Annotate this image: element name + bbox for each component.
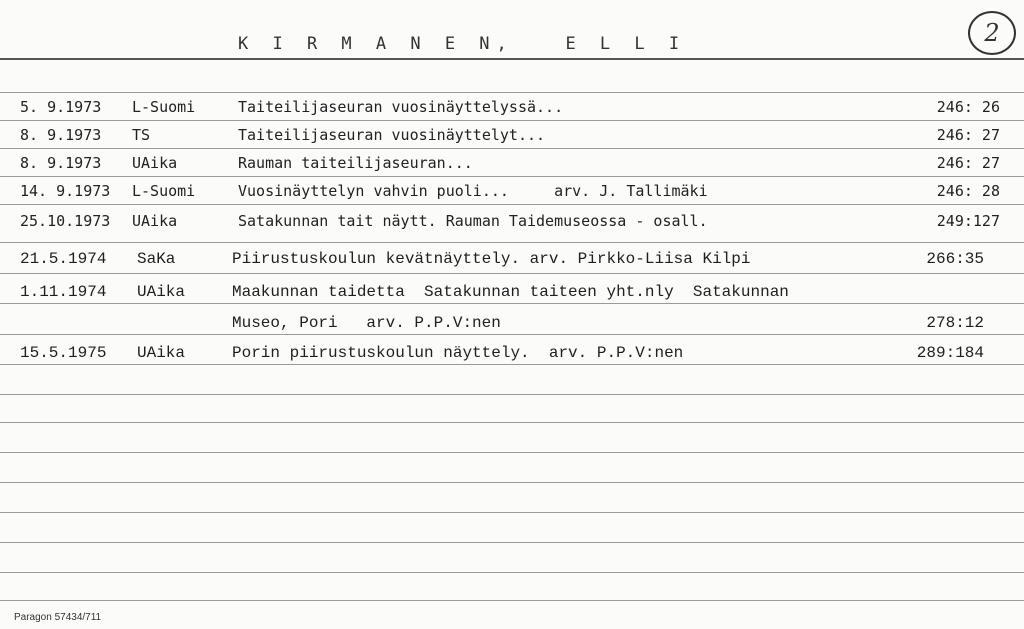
entry-source: UAika — [137, 283, 186, 301]
card-footer: Paragon 57434/711 — [14, 612, 102, 623]
ruled-line — [0, 394, 1024, 395]
entry-ref: 266:35 — [926, 250, 984, 268]
ruled-line — [0, 204, 1024, 205]
ruled-line — [0, 452, 1024, 453]
entry-ref: 246: 27 — [936, 126, 1000, 144]
ruled-line — [0, 334, 1024, 335]
entry-date: 8. 9.1973 — [20, 154, 102, 172]
ruled-line — [0, 148, 1024, 149]
entry-date: 5. 9.1973 — [20, 98, 102, 116]
entry-date: 21.5.1974 — [20, 250, 107, 268]
entry-ref: 249:127 — [936, 212, 1000, 230]
ruled-line — [0, 92, 1024, 93]
entry-source: L-Suomi — [132, 98, 196, 116]
ruled-line — [0, 273, 1024, 274]
entry-ref: 289:184 — [916, 344, 984, 362]
ruled-line — [0, 242, 1024, 243]
entry-text: Museo, Pori arv. P.P.V:nen — [232, 314, 501, 332]
ruled-line — [0, 512, 1024, 513]
entry-text: Vuosinäyttelyn vahvin puoli... arv. J. Tallimäki — [238, 182, 708, 200]
ruled-line — [0, 600, 1024, 601]
entry-date: 15.5.1975 — [20, 344, 107, 362]
entry-text: Porin piirustuskoulun näyttely. arv. P.P.V:nen — [232, 344, 684, 362]
ruled-line — [0, 120, 1024, 121]
entry-date: 14. 9.1973 — [20, 182, 111, 200]
entry-text: Taiteilijaseuran vuosinäyttelyssä... — [238, 98, 564, 116]
entry-ref: 278:12 — [926, 314, 984, 332]
entry-ref: 246: 26 — [936, 98, 1000, 116]
ruled-line — [0, 422, 1024, 423]
entry-date: 8. 9.1973 — [20, 126, 102, 144]
ruled-line — [0, 482, 1024, 483]
entry-ref: 246: 28 — [936, 182, 1000, 200]
ruled-line — [0, 542, 1024, 543]
entry-text: Taiteilijaseuran vuosinäyttelyt... — [238, 126, 546, 144]
ruled-line — [0, 303, 1024, 304]
entry-source: L-Suomi — [132, 182, 196, 200]
entry-source: UAika — [137, 344, 186, 362]
ruled-line — [0, 176, 1024, 177]
card-title: K I R M A N E N, E L L I — [238, 34, 687, 54]
entry-source: SaKa — [137, 250, 176, 268]
card-number: 2 — [984, 19, 1000, 47]
entry-text: Rauman taiteilijaseuran... — [238, 154, 473, 172]
entry-text: Satakunnan tait näytt. Rauman Taidemuseossa - osall. — [238, 212, 708, 230]
entry-text: Piirustuskoulun kevätnäyttely. arv. Pirkko-Liisa Kilpi — [232, 250, 751, 268]
header-rule — [0, 58, 1024, 60]
entry-date: 1.11.1974 — [20, 283, 107, 301]
ruled-line — [0, 364, 1024, 365]
entry-source: UAika — [132, 154, 178, 172]
entry-source: TS — [132, 126, 151, 144]
entry-text: Maakunnan taidetta Satakunnan taiteen yht.nly Satakunnan — [232, 283, 789, 301]
entry-source: UAika — [132, 212, 178, 230]
entry-date: 25.10.1973 — [20, 212, 111, 230]
ruled-line — [0, 572, 1024, 573]
entry-ref: 246: 27 — [936, 154, 1000, 172]
card-number-circle — [968, 11, 1016, 55]
